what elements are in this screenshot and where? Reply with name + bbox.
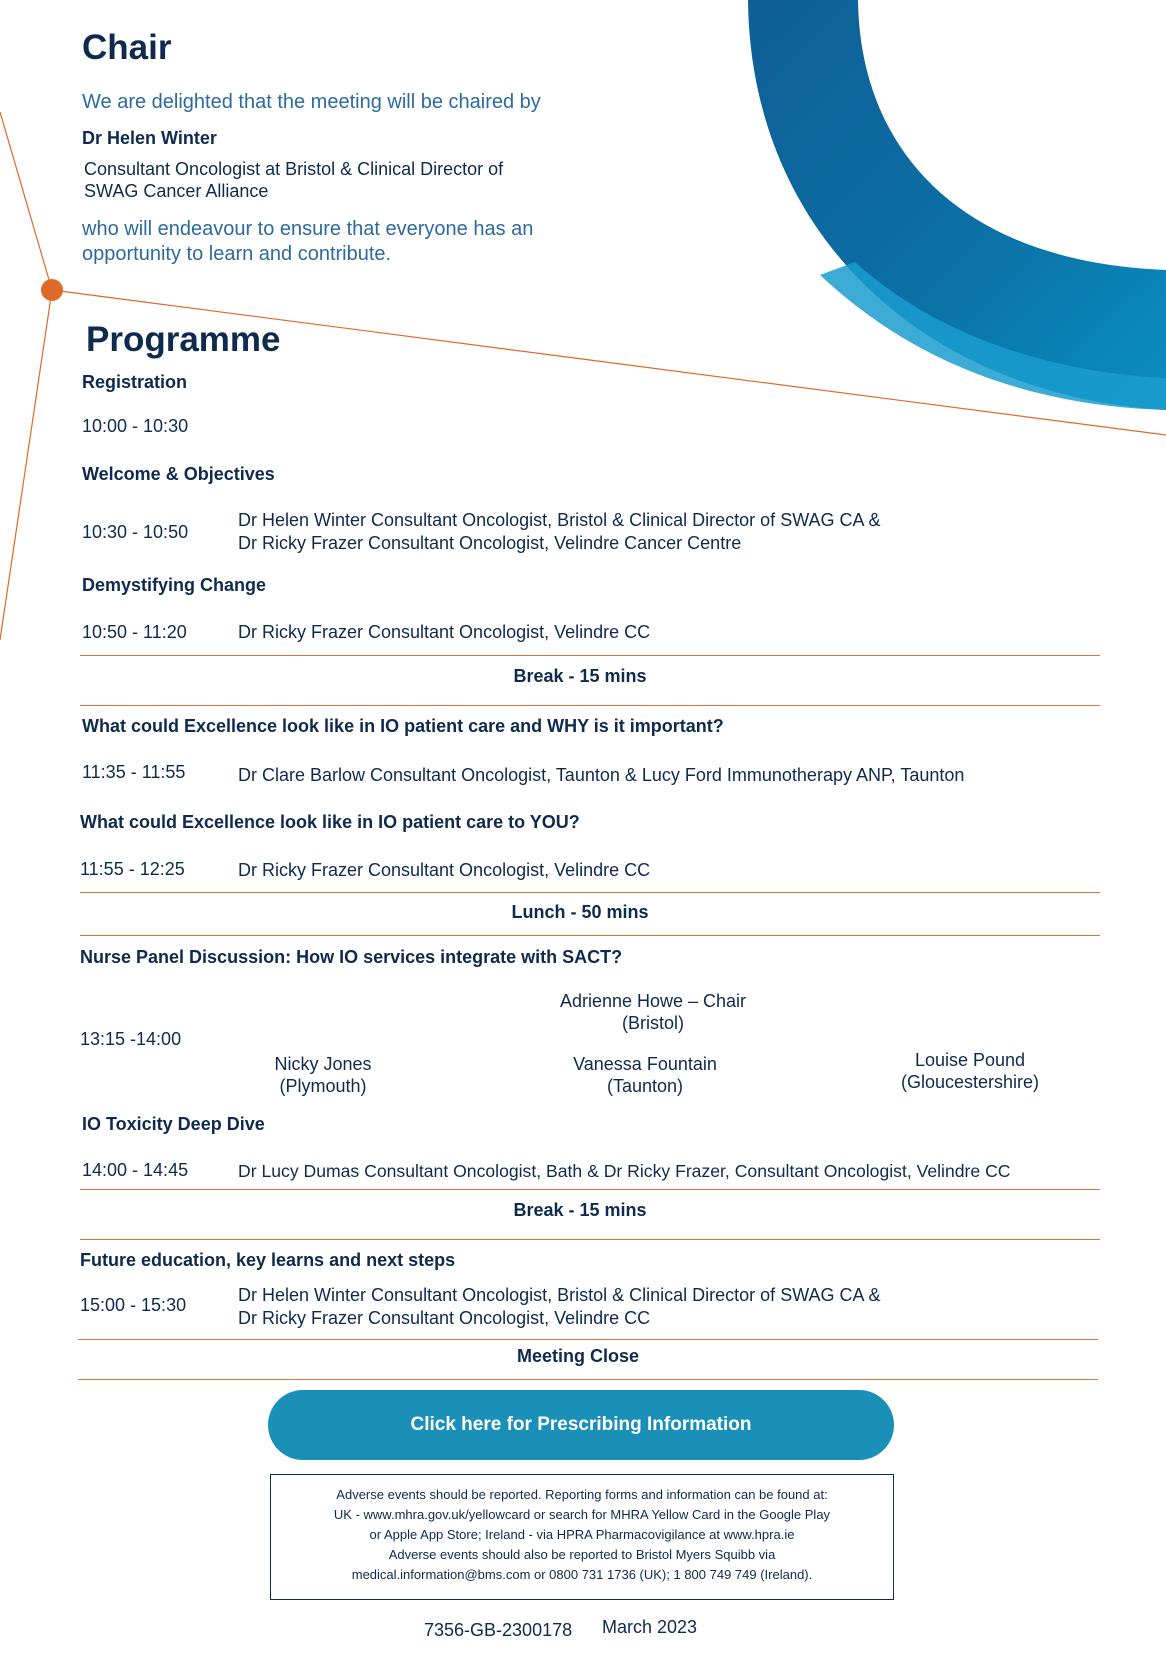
session-time: 10:00 - 10:30 [82,416,189,436]
divider [78,1379,1098,1380]
session-time: 10:30 - 10:50 [82,522,189,542]
orange-dot-icon [41,279,63,301]
session-title: Registration [82,372,188,392]
session-title: What could Excellence look like in IO patient care and WHY is it important? [82,716,724,736]
divider [80,935,1100,936]
session-time: 14:00 - 14:45 [82,1160,189,1180]
chair-name: Dr Helen Winter [82,128,217,148]
adverse-events-box: Adverse events should be reported. Reporting forms and information can be found at: UK - www.mhra.gov.uk/yellowcard or search for MHRA Yellow Card in the Google Play or Apple App Store; Ireland - via HPRA Pharmacovigilance at www.hpra.ie Adverse events should also be reported to Bristol Myers Squibb via medical.information@bms.com or 0800 731 1736 (UK); 1 800 749 749 (Ireland). [270,1474,894,1600]
break-label: Break - 15 mins [513,1200,647,1220]
programme-heading: Programme [86,320,281,359]
lunch-label: Lunch - 50 mins [511,902,649,922]
session-speakers: Dr Ricky Frazer Consultant Oncologist, Velindre CC [238,860,651,880]
chair-outro: who will endeavour to ensure that everyone has an opportunity to learn and contribute. [82,218,534,265]
panelist: Vanessa Fountain (Taunton) [573,1054,717,1096]
session-speakers: Dr Ricky Frazer Consultant Oncologist, Velindre CC [238,622,651,642]
divider [78,1339,1098,1340]
divider [80,1239,1100,1240]
session-time: 15:00 - 15:30 [80,1295,187,1315]
divider [80,1189,1100,1190]
panel-chair: Adrienne Howe – Chair (Bristol) [559,991,747,1033]
divider [80,655,1100,656]
chair-heading: Chair [82,28,172,67]
session-time: 13:15 -14:00 [80,1029,182,1049]
prescribing-information-button[interactable]: Click here for Prescribing Information [268,1390,894,1460]
session-speakers: Dr Clare Barlow Consultant Oncologist, Taunton & Lucy Ford Immunotherapy ANP, Taunton [238,765,965,785]
divider [80,892,1100,893]
session-title: IO Toxicity Deep Dive [82,1114,265,1134]
session-speakers: Dr Lucy Dumas Consultant Oncologist, Bath & Dr Ricky Frazer, Consultant Oncologist, Velindre CC [238,1161,1011,1181]
session-speakers: Dr Helen Winter Consultant Oncologist, Bristol & Clinical Director of SWAG CA & Dr Ricky Frazer Consultant Oncologist, Velindre CC [238,1285,881,1328]
panelist: Louise Pound (Gloucestershire) [900,1050,1040,1092]
divider [80,705,1100,706]
panelist: Nicky Jones (Plymouth) [274,1054,372,1096]
meeting-close-label: Meeting Close [516,1346,640,1366]
chair-intro: We are delighted that the meeting will be chaired by [82,91,541,113]
session-title: What could Excellence look like in IO patient care to YOU? [80,812,580,832]
session-time: 11:35 - 11:55 [82,762,186,782]
session-time: 11:55 - 12:25 [80,859,185,879]
document-date: March 2023 [602,1617,698,1637]
chair-role: Consultant Oncologist at Bristol & Clinical Director of SWAG Cancer Alliance [84,159,504,201]
session-speakers: Dr Helen Winter Consultant Oncologist, Bristol & Clinical Director of SWAG CA & Dr Ricky Frazer Consultant Oncologist, Velindre Cancer Centre [238,510,881,553]
session-title: Nurse Panel Discussion: How IO services integrate with SACT? [80,947,623,967]
break-label: Break - 15 mins [513,666,647,686]
session-title: Future education, key learns and next steps [80,1250,456,1270]
document-code: 7356-GB-2300178 [424,1620,573,1640]
session-title: Demystifying Change [82,575,267,595]
session-title: Welcome & Objectives [82,464,275,484]
session-time: 10:50 - 11:20 [82,622,187,642]
